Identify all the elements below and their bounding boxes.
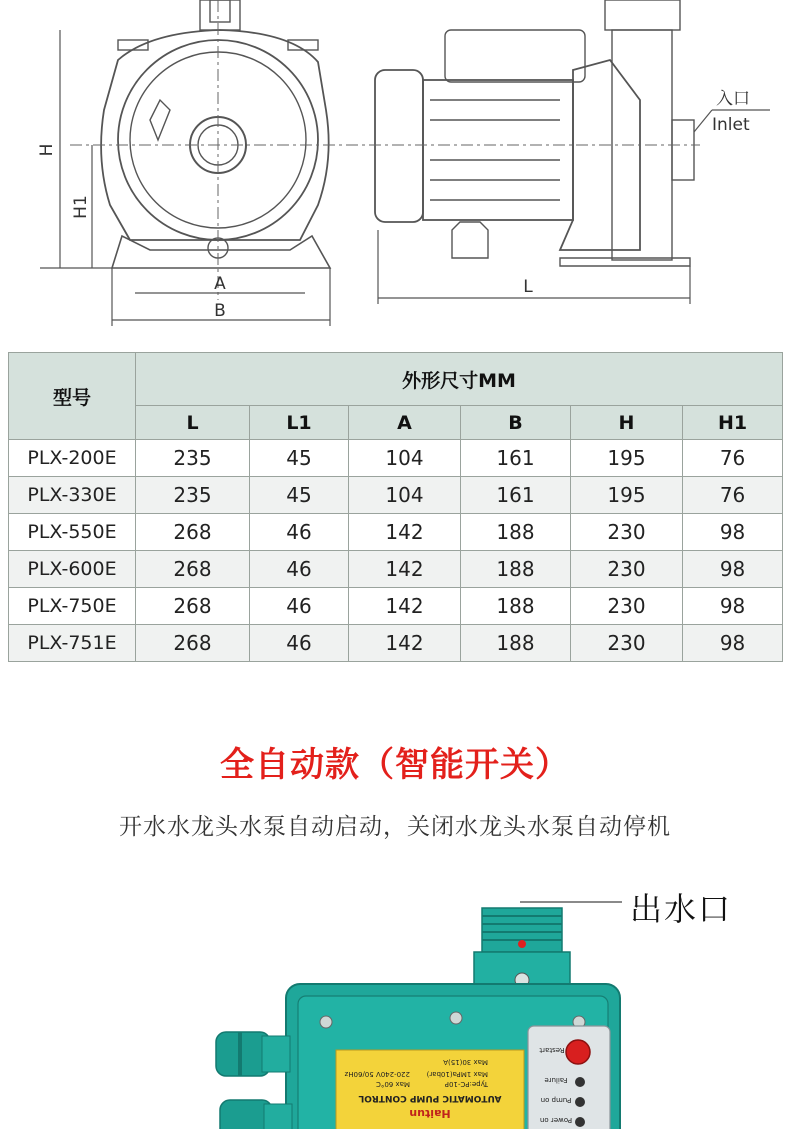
table-cell: 46: [250, 514, 349, 551]
table-cell: 98: [683, 588, 783, 625]
dimension-group-header: 外形尺寸MM: [136, 353, 783, 406]
label-max-temp: Max 60°C: [376, 1080, 410, 1088]
table-cell: 45: [250, 440, 349, 477]
table-cell: 76: [683, 440, 783, 477]
table-cell: 188: [461, 588, 571, 625]
dim-label-b: B: [214, 301, 226, 321]
panel-pump-on-label: Pump on: [540, 1096, 572, 1104]
table-cell: 98: [683, 551, 783, 588]
dim-label-l: L: [523, 277, 533, 297]
model-cell: PLX-550E: [9, 514, 136, 551]
dimension-drawing: [0, 0, 790, 340]
table-cell: 195: [571, 477, 683, 514]
table-cell: 268: [136, 514, 250, 551]
table-cell: 46: [250, 551, 349, 588]
label-title: AUTOMATIC PUMP CONTROL: [358, 1093, 502, 1103]
cable-gland-bottom: [220, 1100, 292, 1129]
table-cell: 188: [461, 514, 571, 551]
table-cell: 235: [136, 440, 250, 477]
power-on-indicator: [575, 1117, 585, 1127]
dim-label-h: H: [37, 143, 57, 157]
model-cell: PLX-600E: [9, 551, 136, 588]
spec-label: [336, 1050, 524, 1129]
outlet-label: 出水口: [630, 890, 733, 928]
restart-button[interactable]: [566, 1040, 590, 1064]
panel-failure-label: Failure: [544, 1076, 568, 1084]
model-header: 型号: [9, 353, 136, 440]
table-cell: 230: [571, 514, 683, 551]
table-cell: 46: [250, 588, 349, 625]
panel-power-on-label: Power on: [539, 1116, 573, 1124]
label-current: Max 30(15)A: [443, 1058, 488, 1066]
table-cell: 268: [136, 551, 250, 588]
table-cell: 142: [349, 588, 461, 625]
dim-label-a: A: [214, 274, 226, 294]
table-cell: 142: [349, 551, 461, 588]
table-row: [9, 588, 783, 625]
outlet-fitting: [474, 908, 570, 987]
model-cell: PLX-751E: [9, 625, 136, 662]
label-brand: Haitun: [409, 1107, 451, 1120]
column-header-b: B: [461, 406, 571, 440]
column-header-l: L: [136, 406, 250, 440]
section-title: 全自动款（智能开关）: [220, 745, 570, 785]
outlet-marker-dot: [518, 940, 526, 948]
table-row: [9, 625, 783, 662]
pump-on-indicator: [575, 1097, 585, 1107]
table-cell: 46: [250, 625, 349, 662]
model-cell: PLX-330E: [9, 477, 136, 514]
column-header-h1: H1: [683, 406, 783, 440]
table-cell: 45: [250, 477, 349, 514]
model-cell: PLX-750E: [9, 588, 136, 625]
table-row: [9, 514, 783, 551]
column-header-a: A: [349, 406, 461, 440]
table-cell: 268: [136, 625, 250, 662]
column-header-l1: L1: [250, 406, 349, 440]
table-cell: 235: [136, 477, 250, 514]
table-cell: 98: [683, 625, 783, 662]
table-cell: 268: [136, 588, 250, 625]
table-cell: 98: [683, 514, 783, 551]
table-cell: 104: [349, 477, 461, 514]
table-cell: 230: [571, 588, 683, 625]
table-cell: 188: [461, 625, 571, 662]
table-cell: 76: [683, 477, 783, 514]
table-cell: 230: [571, 625, 683, 662]
table-cell: 230: [571, 551, 683, 588]
dimension-spec-table: [8, 352, 783, 662]
dim-label-h1: H1: [71, 195, 91, 219]
inlet-label-en: Inlet: [712, 115, 750, 135]
failure-indicator: [575, 1077, 585, 1087]
section-description: 开水水龙头水泵自动启动，关闭水龙头水泵自动停机: [119, 814, 671, 840]
table-row: [9, 477, 783, 514]
panel-restart-label: Restart: [539, 1046, 565, 1054]
table-cell: 161: [461, 477, 571, 514]
table-cell: 188: [461, 551, 571, 588]
table-cell: 142: [349, 514, 461, 551]
table-cell: 104: [349, 440, 461, 477]
control-panel: [528, 1026, 610, 1129]
table-row: [9, 551, 783, 588]
table-row: [9, 440, 783, 477]
cable-gland-top: [216, 1032, 290, 1076]
label-max-pressure: Max 1MPa(10bar): [426, 1070, 488, 1078]
inlet-label-cn: 入口: [716, 89, 750, 109]
model-cell: PLX-200E: [9, 440, 136, 477]
table-cell: 161: [461, 440, 571, 477]
table-cell: 195: [571, 440, 683, 477]
label-power: 220-240V 50/60Hz: [344, 1070, 410, 1078]
label-type: Type:PC-10P: [444, 1080, 488, 1088]
column-header-h: H: [571, 406, 683, 440]
table-cell: 142: [349, 625, 461, 662]
